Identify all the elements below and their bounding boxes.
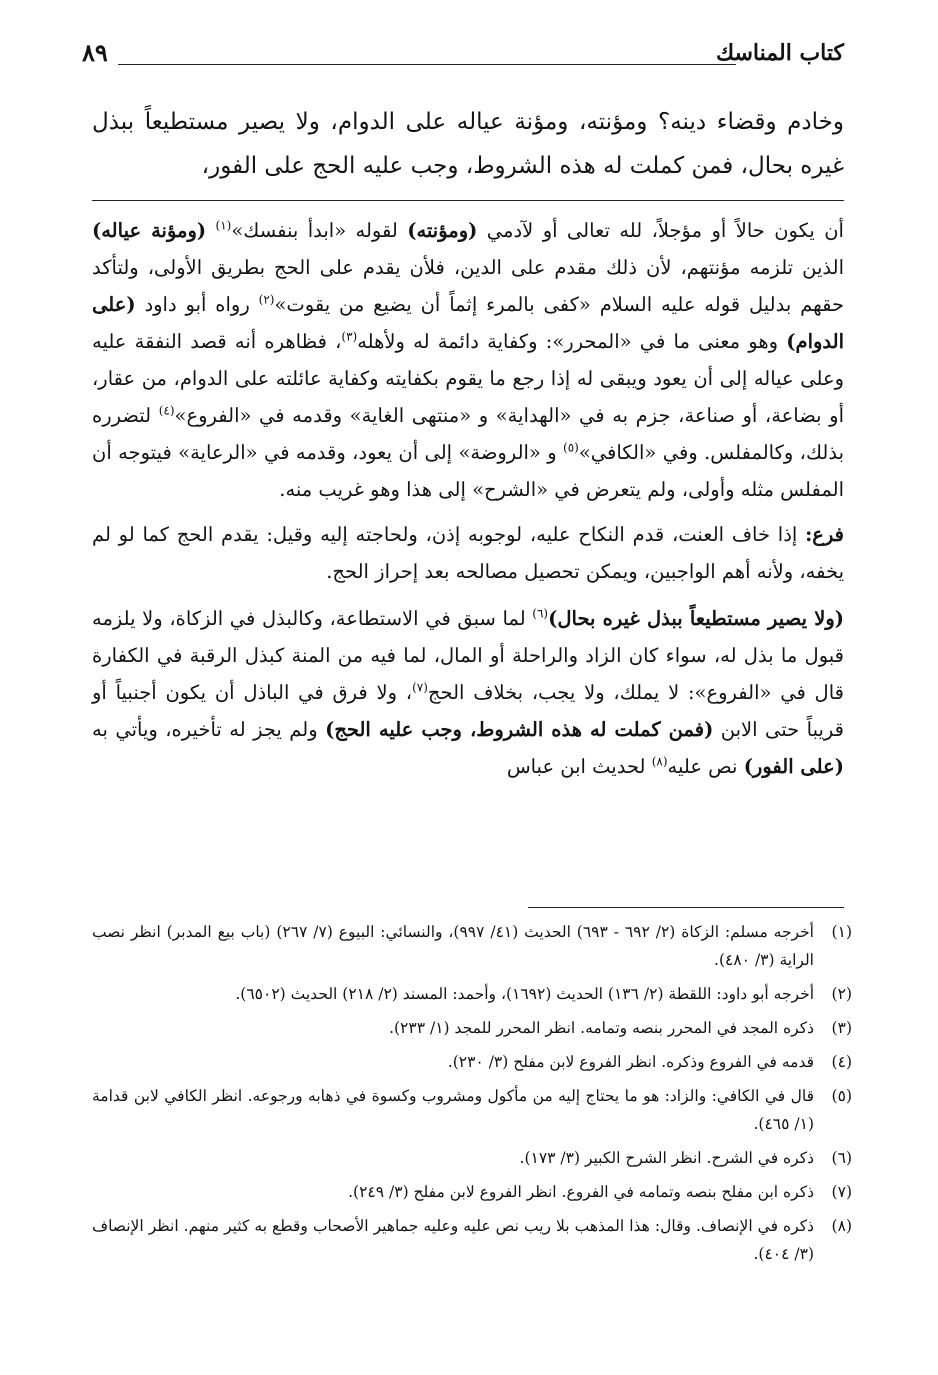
commentary-paragraph-2 xyxy=(92,516,844,590)
header-rule xyxy=(118,64,736,65)
text-run: ، ولا فرق في الباذل أن يكون أجنبياً أو قريباً حتى الابن xyxy=(92,681,845,741)
branch-label: فرع: xyxy=(805,523,844,546)
footnote-number: (٧) xyxy=(831,1183,852,1201)
text-run: لحديث ابن عباس xyxy=(506,755,652,778)
text-run: و «الروضة» إلى أن يعود، وقدمه في «الرعاية» فيتوجه أن المفلس مثله وأولى، ولم يتعرض في «الشرح» إلى هذا وهو غريب منه. xyxy=(92,441,844,501)
footnote-number: (٤) xyxy=(831,1053,852,1071)
footnote-text: ذكره ابن مفلح بنصه وتمامه في الفروع. انظر الفروع لابن مفلح (٣/ ٢٤٩). xyxy=(348,1183,814,1201)
text-run: نص عليه xyxy=(667,755,744,778)
footnote-ref-3[interactable]: (٣) xyxy=(341,329,358,344)
footnote-ref-7[interactable]: (٧) xyxy=(412,680,428,695)
quoted-phrase: (ومؤنته) xyxy=(407,219,478,242)
footnote-item xyxy=(92,1144,852,1172)
footnote-ref-1[interactable]: (١) xyxy=(215,218,232,233)
text-run: إذا خاف العنت، قدم النكاح عليه، لوجوبه إذن، ولحاجته إليه وقيل: يقدم الحج كما لو لم يخفه، ولأنه أهم الواجبين، ويمكن تحصيل مصالحه بعد إحراز الحج. xyxy=(92,523,844,583)
footnote-number: (٦) xyxy=(831,1149,852,1167)
quoted-phrase: (على الدوام) xyxy=(92,293,844,353)
footnote-item xyxy=(92,1014,852,1042)
footnote-text: أخرجه أبو داود: اللقطة (٢/ ١٣٦) الحديث (١٦٩٢)، وأحمد: المسند (٢/ ٢١٨) الحديث (٦٥٠٢). xyxy=(235,985,814,1003)
footnote-text: ذكره في الإنصاف. وقال: هذا المذهب بلا ريب نص عليه وعليه جماهير الأصحاب وقطع به كثير منهم. انظر الإنصاف (٣/ ٤٠٤). xyxy=(92,1217,814,1263)
quoted-phrase: (فمن كملت له هذه الشروط، وجب عليه الحج) xyxy=(325,718,714,741)
quoted-phrase: (ولا يصير مستطيعاً ببذل غيره بحال) xyxy=(548,607,844,630)
footnote-number: (١) xyxy=(831,923,852,941)
text-run: لقوله «ابدأ بنفسك» xyxy=(231,219,408,242)
quoted-phrase: (على الفور) xyxy=(743,755,844,778)
main-text-divider xyxy=(92,200,844,201)
footnote-item xyxy=(92,980,852,1008)
footnote-text: ذكره المجد في المحرر بنصه وتمامه. انظر المحرر للمجد (١/ ٢٣٣). xyxy=(389,1019,814,1037)
footnote-text: أخرجه مسلم: الزكاة (٢/ ٦٩٢ - ٦٩٣) الحديث (٤١/ ٩٩٧)، والنسائي: البيوع (٧/ ٢٦٧) (باب بيع المدبر) انظر نصب الراية (٣/ ٤٨٠). xyxy=(92,923,814,969)
footnote-text: قدمه في الفروع وذكره. انظر الفروع لابن مفلح (٣/ ٢٣٠). xyxy=(447,1053,814,1071)
footnote-number: (٢) xyxy=(831,985,852,1003)
footnotes-list xyxy=(92,918,852,1274)
text-run: رواه أبو داود xyxy=(135,293,259,316)
footnote-item xyxy=(92,1178,852,1206)
footnote-item xyxy=(92,918,852,974)
quoted-phrase: (ومؤنة عياله) xyxy=(92,219,207,242)
page-number: ٨٩ xyxy=(82,38,108,67)
text-run: الذين تلزمه مؤنتهم، لأن ذلك مقدم على الدين، فلأن يقدم على الحج بطريق الأولى، ولتأكد حقهم بدليل قوله عليه السلام «كفى بالمرء إثماً أن يضيع من يقوت» xyxy=(92,256,844,316)
text-run: ، فظاهره أنه قصد النفقة عليه وعلى عياله إلى أن يعود ويبقى له إذا رجع ما يقوم بكفايته وكفاية عائلته على الدوام، من عقار، أو بضاعة، أو صناعة، جزم به في «الهداية» و «منتهى الغاية» وقدمه في «الفروع» xyxy=(92,330,844,427)
footnote-number: (٣) xyxy=(831,1019,852,1037)
footnote-number: (٥) xyxy=(831,1087,852,1105)
footnote-ref-8[interactable]: (٨) xyxy=(651,754,668,769)
text-run xyxy=(206,219,215,242)
footnote-ref-2[interactable]: (٢) xyxy=(258,292,275,307)
footnote-item xyxy=(92,1212,852,1268)
commentary-paragraph-3 xyxy=(92,600,844,785)
footnote-ref-5[interactable]: (٥) xyxy=(563,440,579,455)
commentary xyxy=(92,212,844,795)
footnote-text: قال في الكافي: والزاد: هو ما يحتاج إليه من مأكول ومشروب وكسوة في ذهابه ورجوعه. انظر الكافي لابن قدامة (١/ ٤٦٥). xyxy=(92,1087,814,1133)
main-text: وخادم وقضاء دينه؟ ومؤنته، ومؤنة عياله على الدوام، ولا يصير مستطيعاً ببذل غيره بحال، فمن كملت له هذه الشروط، وجب عليه الحج على الفور، xyxy=(92,109,844,179)
footnote-item xyxy=(92,1082,852,1138)
footnote-divider xyxy=(528,907,844,908)
footnote-text: ذكره في الشرح. انظر الشرح الكبير (٣/ ١٧٣). xyxy=(519,1149,814,1167)
footnote-item xyxy=(92,1048,852,1076)
commentary-paragraph-1 xyxy=(92,212,844,508)
running-title: كتاب المناسك xyxy=(715,40,844,66)
text-run: ولم يجز له تأخيره، ويأتي به xyxy=(92,718,326,741)
text-run: لما سبق في الاستطاعة، وكالبذل في الزكاة، ولا يلزمه قبول ما بذل له، سواء كان الزاد والراحلة أو المال، لما فيه من المنة كبذل الرقبة في الكفارة قال في «الفروع»: لا يملك، ولا يجب، بخلاف الحج xyxy=(92,607,844,704)
text-run: لتضرره بذلك، وكالمفلس. وفي «الكافي» xyxy=(92,404,845,464)
footnote-ref-6[interactable]: (٦) xyxy=(532,606,549,621)
footnote-ref-4[interactable]: (٤) xyxy=(158,403,175,418)
text-run: وهو معنى ما في «المحرر»: وكفاية دائمة له ولأهله xyxy=(357,330,787,353)
text-run: أن يكون حالاً أو مؤجلاً، لله تعالى أو لآدمي xyxy=(477,219,844,242)
footnote-number: (٨) xyxy=(831,1217,852,1235)
